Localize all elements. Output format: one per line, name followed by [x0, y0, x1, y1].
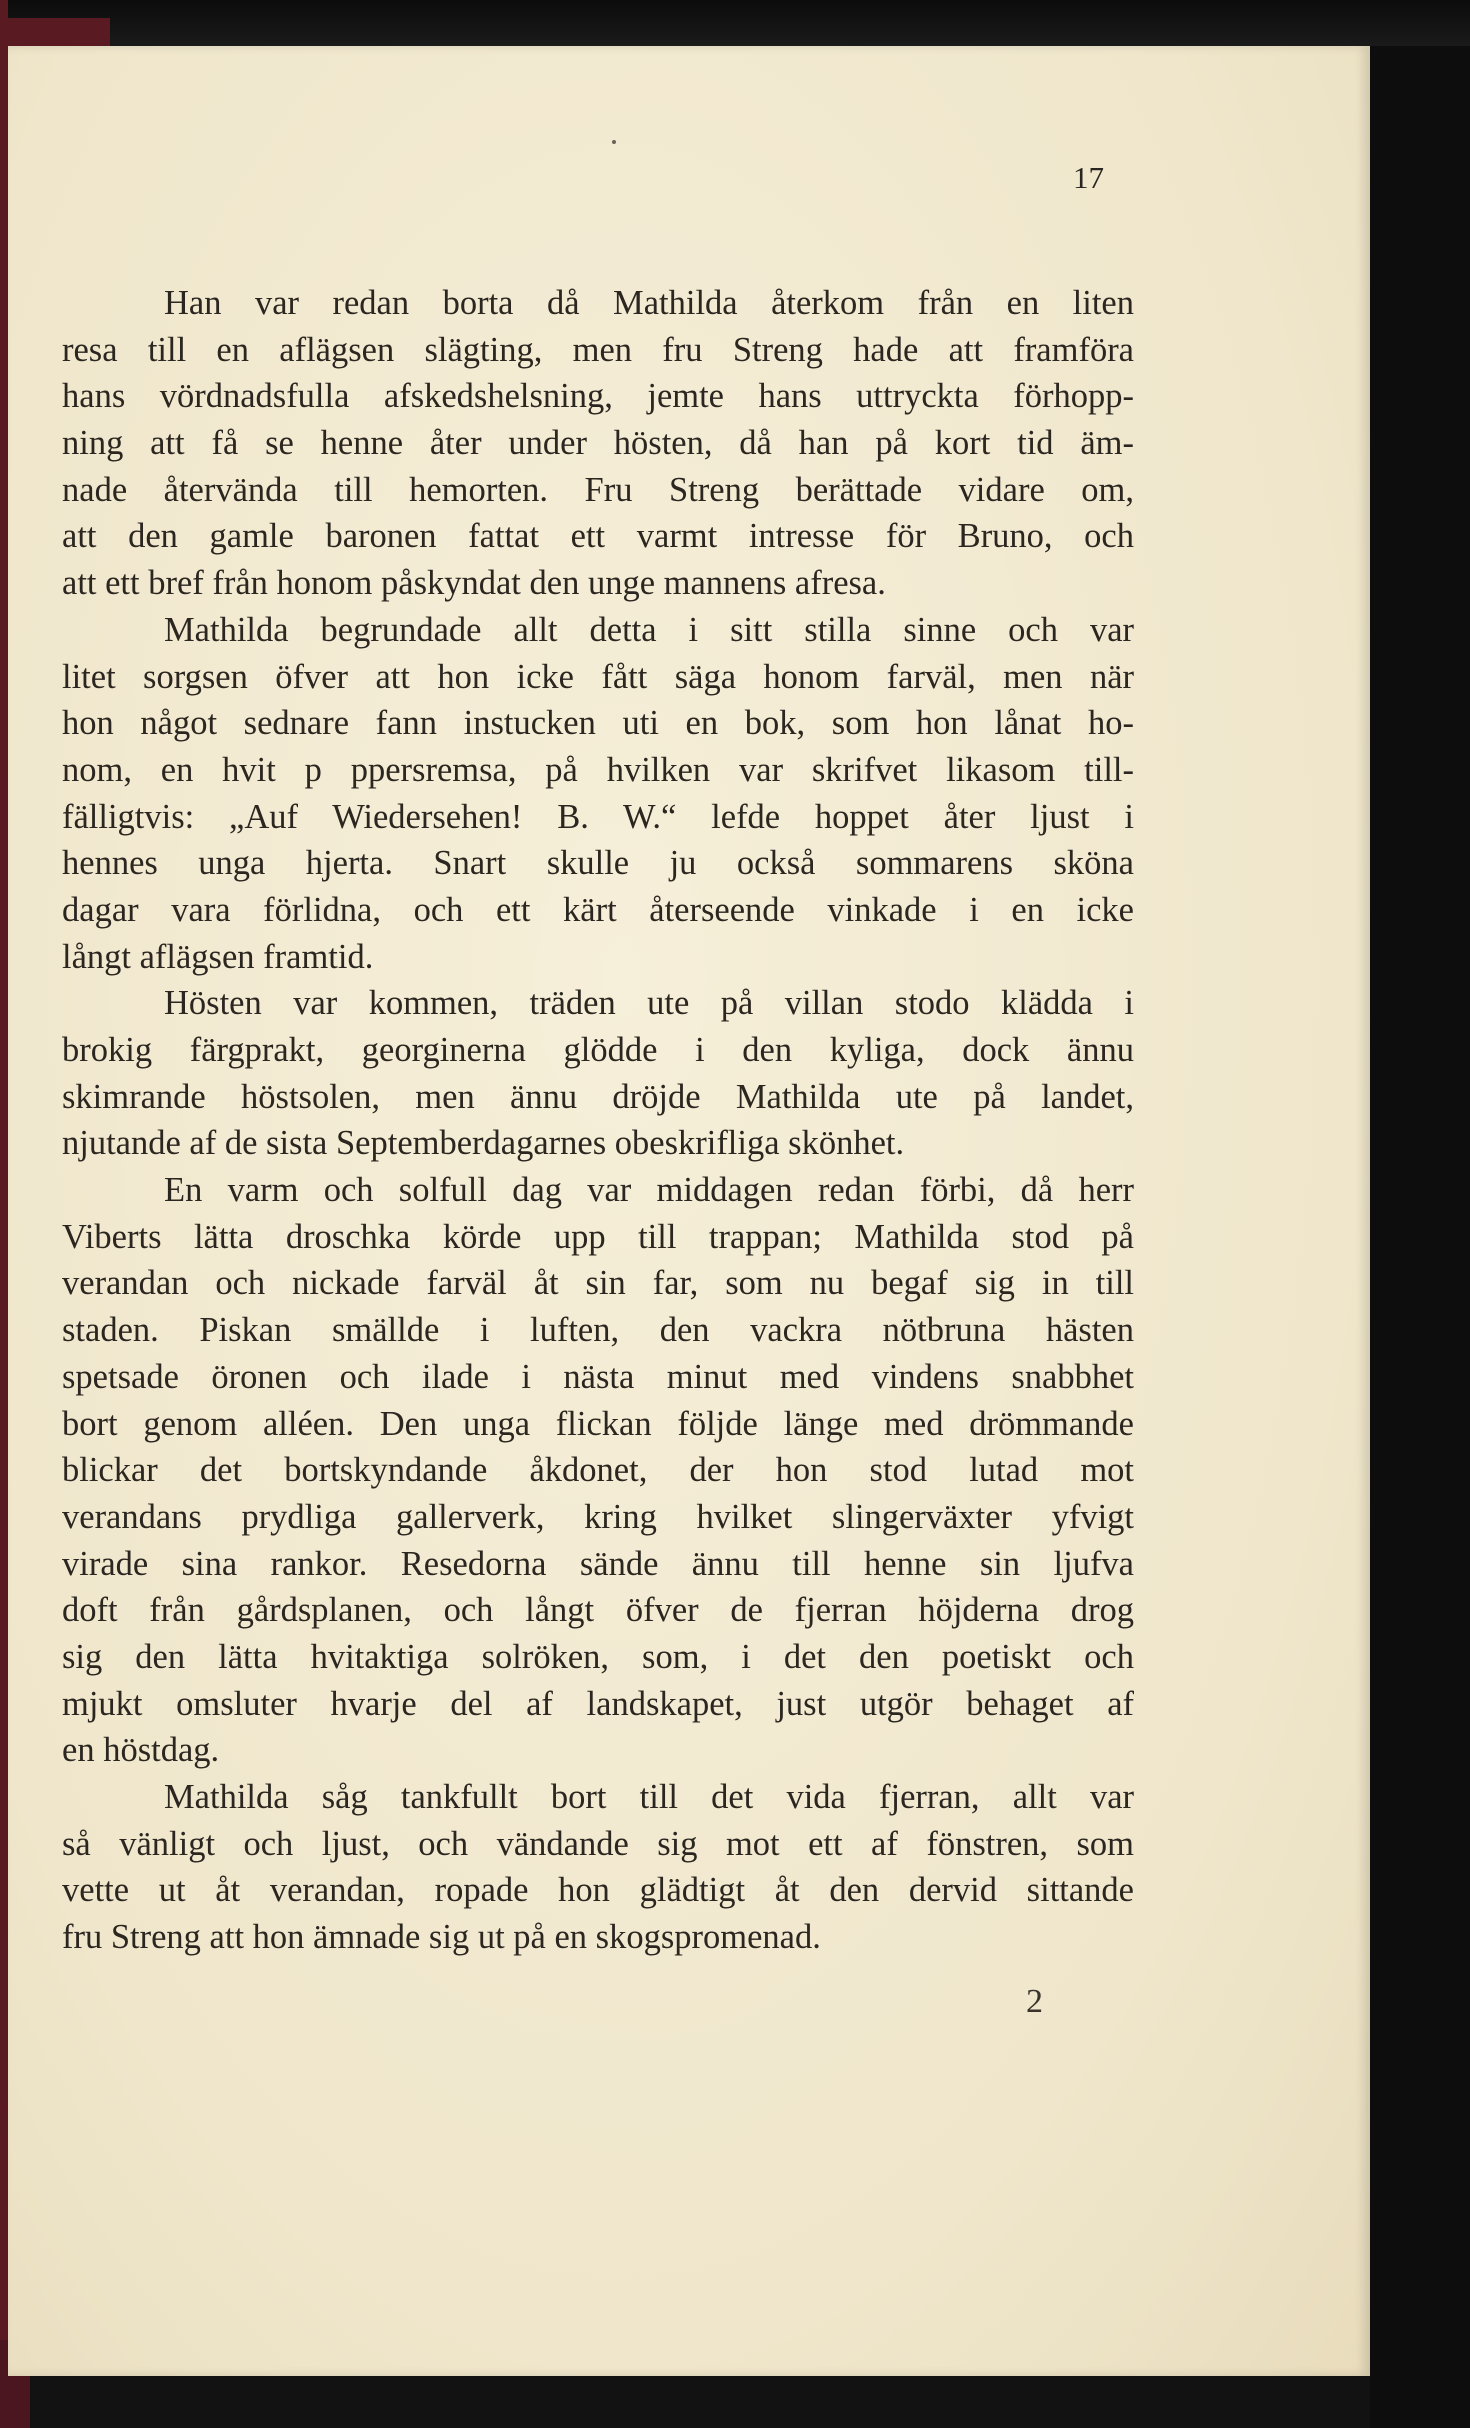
paper-speck	[612, 140, 616, 144]
text-line: fälligtvis: „Auf Wiedersehen! B. W.“ lefde hoppet åter ljust i	[62, 797, 1134, 836]
text-line: nade återvända till hemorten. Fru Streng berättade vidare om,	[62, 470, 1134, 509]
text-line: staden. Piskan smällde i luften, den vackra nötbruna hästen	[62, 1311, 1134, 1350]
book-binding-corner	[0, 18, 110, 48]
text-line: litet sorgsen öfver att hon icke fått säga honom farväl, men när	[62, 657, 1134, 696]
text-line: dagar vara förlidna, och ett kärt återseende vinkade i en icke	[62, 890, 1134, 929]
text-line: en höstdag.	[62, 1731, 220, 1770]
text-line: långt aflägsen framtid.	[62, 937, 374, 976]
text-line: hennes unga hjerta. Snart skulle ju också sommarens sköna	[62, 844, 1134, 883]
text-line: nom, en hvit p ppersremsa, på hvilken var skrifvet likasom till-	[62, 750, 1134, 789]
text-line: skimrande höstsolen, men ännu dröjde Mathilda ute på landet,	[62, 1077, 1134, 1116]
text-line: ning att få se henne åter under hösten, då han på kort tid äm-	[62, 424, 1134, 463]
text-line: Mathilda såg tankfullt bort till det vida fjerran, allt var	[164, 1778, 1134, 1816]
text-line: hans vördnadsfulla afskedshelsning, jemte hans uttryckta förhopp-	[62, 377, 1134, 416]
text-line: blickar det bortskyndande åkdonet, der hon stod lutad mot	[62, 1451, 1134, 1490]
book-binding-left	[0, 0, 8, 2428]
text-line: doft från gårdsplanen, och långt öfver de fjerran höjderna drog	[62, 1591, 1134, 1630]
text-line: Viberts lätta droschka körde upp till trappan; Mathilda stod på	[62, 1217, 1134, 1256]
book-binding-right	[1370, 46, 1470, 2428]
text-line: verandans prydliga gallerverk, kring hvilket slingerväxter yfvigt	[62, 1497, 1134, 1536]
text-line: brokig färgprakt, georginerna glödde i den kyliga, dock ännu	[62, 1031, 1134, 1069]
text-line: att ett bref från honom påskyndat den unge mannens afresa.	[62, 564, 886, 603]
text-line: verandan och nickade farväl åt sin far, som nu begaf sig in till	[62, 1264, 1134, 1303]
signature-mark: 2	[1026, 1983, 1043, 2020]
text-line: njutande af de sista Septemberdagarnes obeskrifliga skönhet.	[62, 1124, 905, 1163]
text-line: vette ut åt verandan, ropade hon glädtigt åt den dervid sittande	[62, 1871, 1134, 1910]
text-line: mjukt omsluter hvarje del af landskapet, just utgör behaget af	[62, 1684, 1134, 1723]
text-line: Hösten var kommen, träden ute på villan stodo klädda i	[164, 984, 1134, 1023]
text-line: hon något sednare fann instucken uti en bok, som hon lånat ho-	[62, 704, 1134, 743]
text-line: spetsade öronen och ilade i nästa minut med vindens snabbhet	[62, 1357, 1134, 1396]
text-line: så vänligt och ljust, och vändande sig mot ett af fönstren, som	[62, 1824, 1134, 1863]
text-line: sig den lätta hvitaktiga solröken, som, i det den poetiskt och	[62, 1637, 1134, 1676]
page-number: 17	[1073, 160, 1104, 195]
text-line: Han var redan borta då Mathilda återkom från en liten	[164, 284, 1134, 322]
text-line: bort genom alléen. Den unga flickan följde länge med drömmande	[62, 1404, 1134, 1443]
text-line: Mathilda begrundade allt detta i sitt stilla sinne och var	[164, 610, 1134, 649]
text-line: virade sina rankor. Resedorna sände ännu till henne sin ljufva	[62, 1544, 1134, 1583]
text-line: att den gamle baronen fattat ett varmt intresse för Bruno, och	[62, 517, 1134, 556]
text-line: resa till en aflägsen slägting, men fru Streng hade att framföra	[62, 330, 1134, 369]
book-binding-top	[0, 0, 1470, 46]
text-line: En varm och solfull dag var middagen redan förbi, då herr	[164, 1171, 1134, 1210]
text-line: fru Streng att hon ämnade sig ut på en skogspromenad.	[62, 1918, 821, 1957]
body-text	[62, 280, 1134, 1961]
